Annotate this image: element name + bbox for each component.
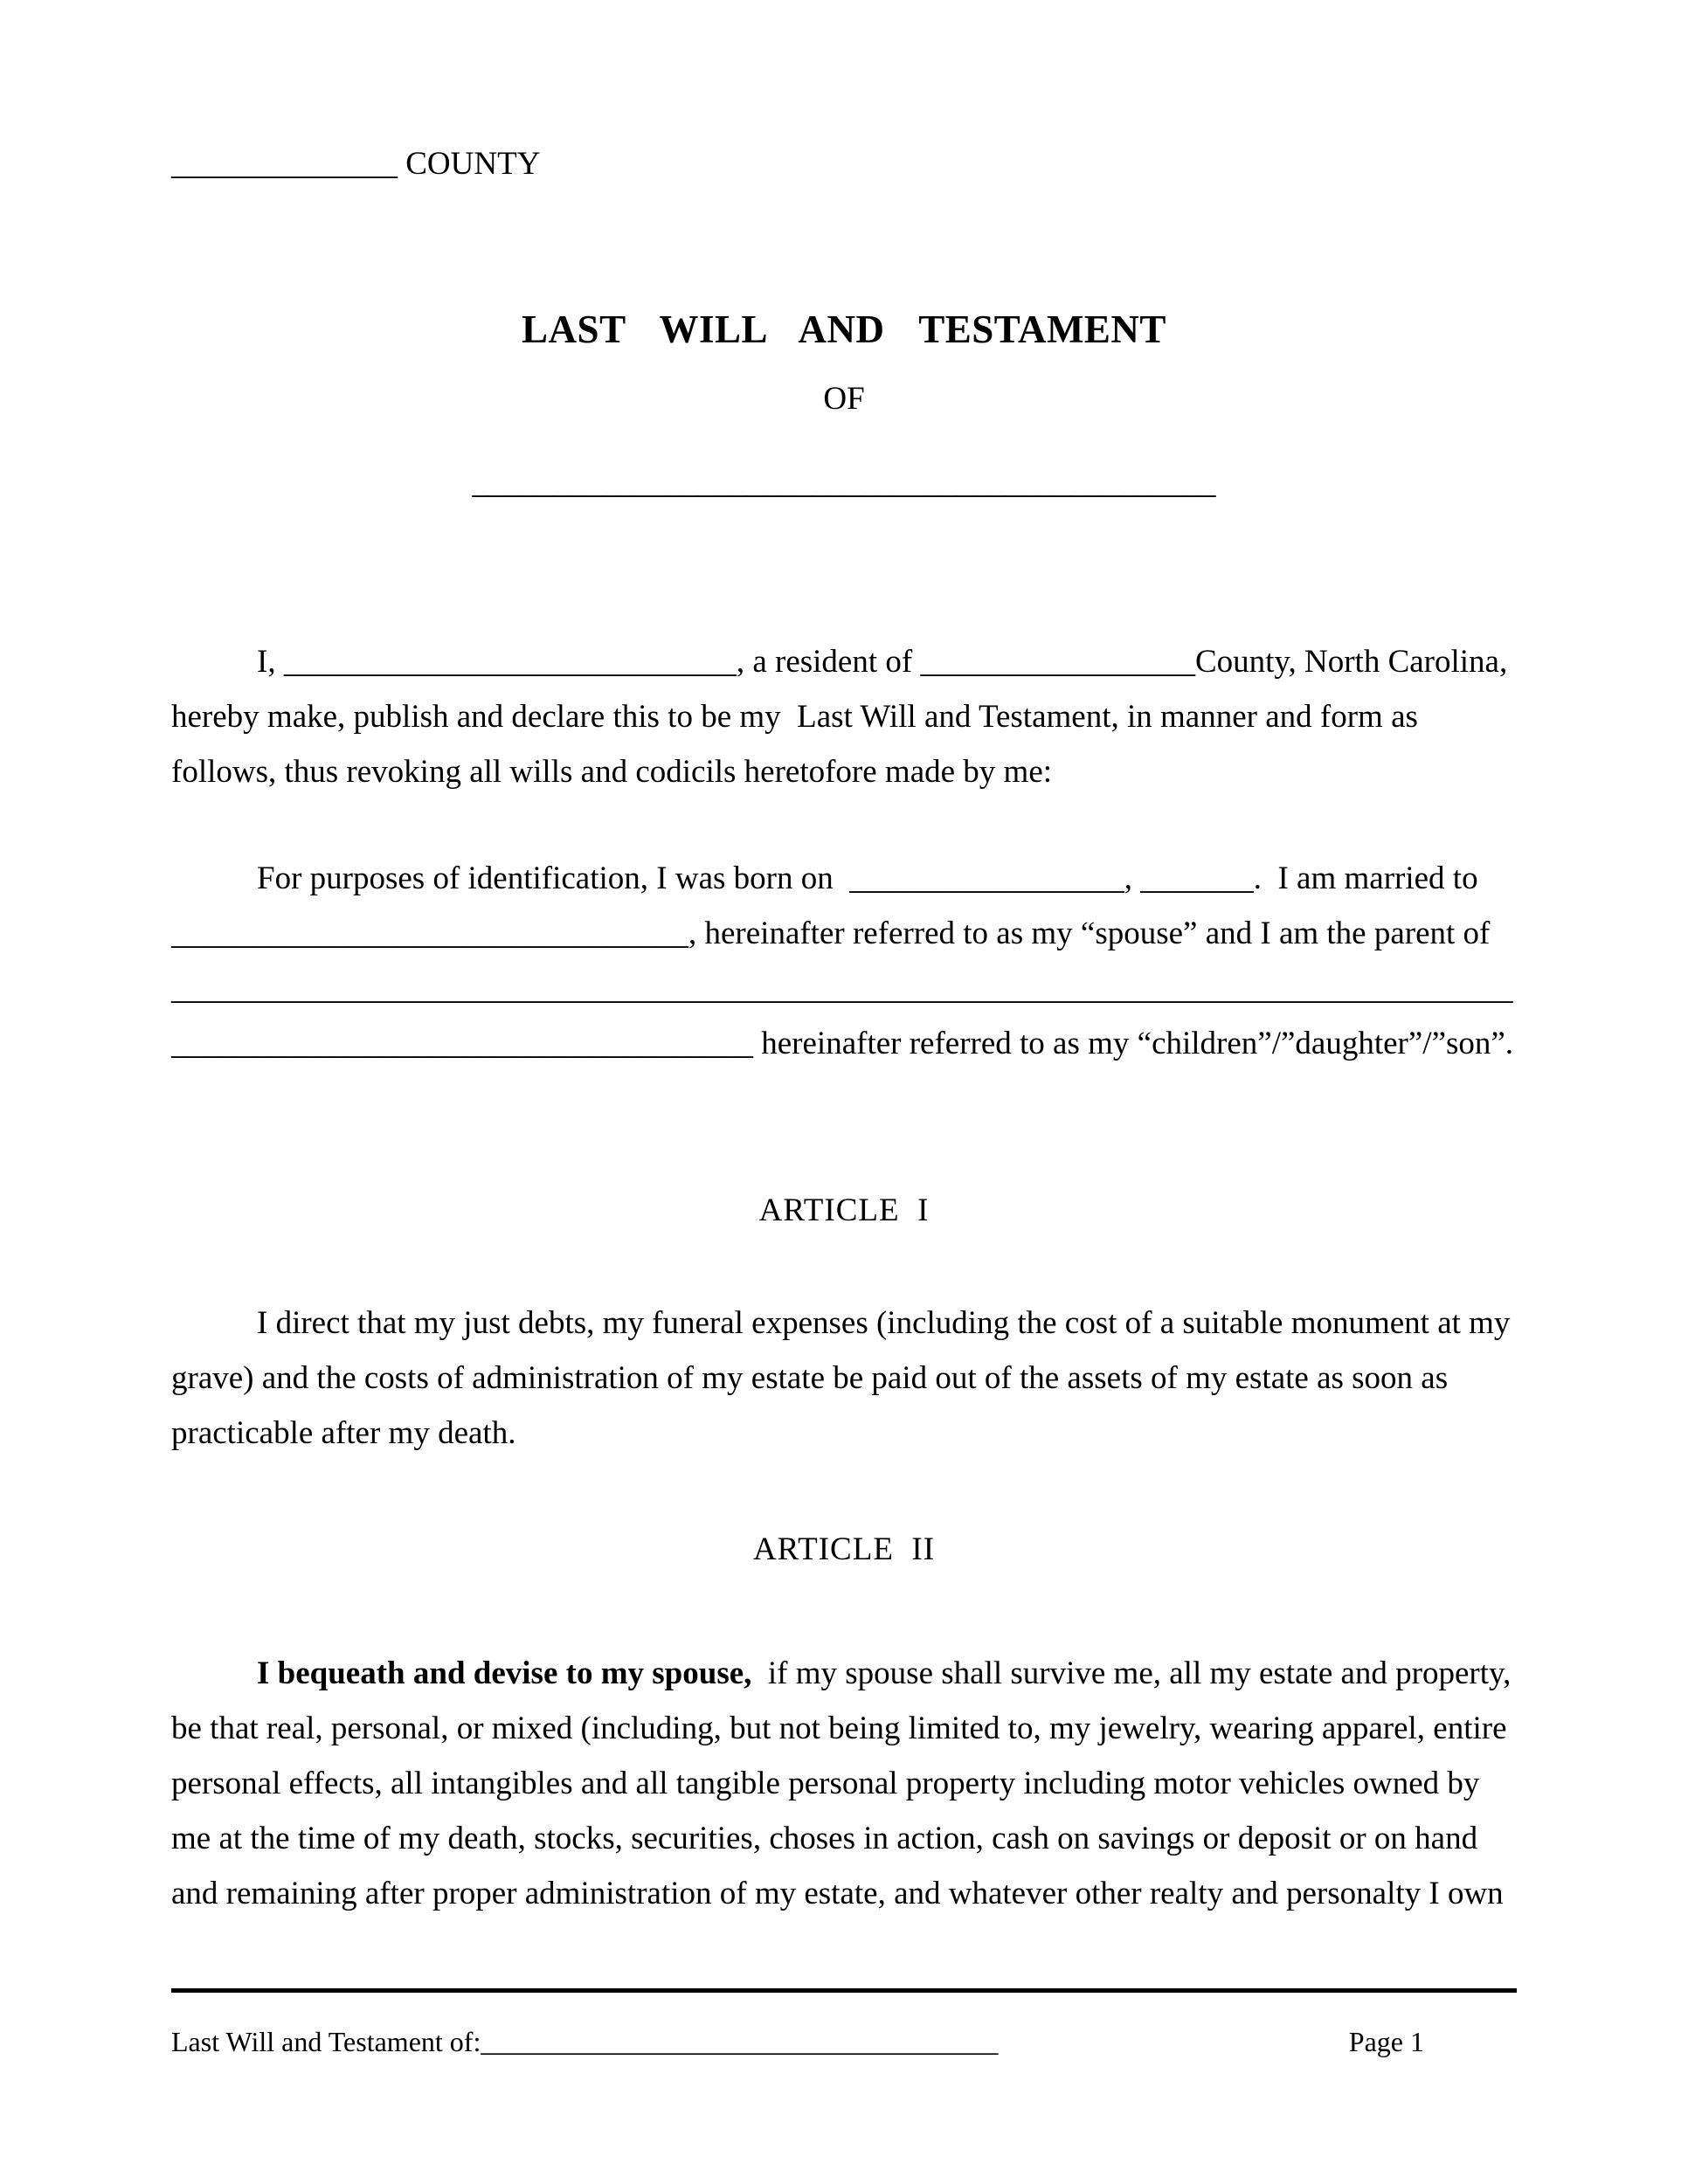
paragraph: [171, 1646, 1517, 1921]
footer-label: Last Will and Testament of:: [171, 2026, 481, 2057]
document-title: LAST WILL AND TESTAMENT: [522, 308, 1166, 351]
text-line: grave) and the costs of administration of my estate be paid out of the assets of my estate as soon as: [171, 1360, 1449, 1396]
county-blank: ______________: [171, 146, 398, 182]
text-line: practicable after my death.: [171, 1415, 516, 1451]
text-line: and remaining after proper administration of my estate, and whatever other realty and personalty I own: [171, 1876, 1504, 1911]
text-line: I direct that my just debts, my funeral expenses (including the cost of a suitable monument at my: [257, 1305, 1511, 1341]
page-number: Page 1: [1348, 2026, 1424, 2057]
footer-rule: [171, 1988, 1517, 1993]
text-line: personal effects, all intangibles and all tangible personal property including motor vehicles owned by: [171, 1766, 1480, 1801]
text-line: follows, thus revoking all wills and codicils heretofore made by me:: [171, 754, 1053, 790]
article-heading: ARTICLE II: [752, 1531, 936, 1567]
text-line: be that real, personal, or mixed (including, but not being limited to, my jewelry, wearing apparel, entire: [171, 1711, 1507, 1746]
text-line: ____________________________________ hereinafter referred to as my “children”/”daughter”/”son”.: [171, 1026, 1514, 1061]
paragraph: [171, 851, 1517, 1071]
text-line: I bequeath and devise to my spouse, if my spouse shall survive me, all my estate and property,: [257, 1655, 1512, 1691]
page-footer: [171, 2024, 1517, 2059]
text-line: I, ____________________________, a resident of _________________County, North Carolina,: [257, 644, 1508, 680]
paragraph: [171, 634, 1517, 799]
text-line: ___________________________________________________________________________________: [171, 971, 1513, 1006]
text-line: me at the time of my death, stocks, securities, choses in action, cash on savings or deposit or on hand: [171, 1821, 1478, 1856]
text-line: hereby make, publish and declare this to be my Last Will and Testament, in manner and form as: [171, 699, 1418, 735]
article-heading: ARTICLE I: [758, 1192, 930, 1228]
county-line: [171, 136, 1517, 191]
document-body: [171, 634, 1517, 1921]
paragraph: [171, 1296, 1517, 1461]
county-label: COUNTY: [398, 146, 541, 182]
footer-caption: [171, 2024, 998, 2059]
testator-name-blank: ______________________________________________: [472, 465, 1216, 501]
of-label: OF: [823, 381, 865, 417]
footer-name-blank: _____________________________________: [481, 2026, 999, 2057]
text-line: For purposes of identification, I was born on _________________, _______. I am married to: [257, 860, 1478, 896]
text-line: ________________________________, hereinafter referred to as my “spouse” and I am the parent of: [171, 916, 1491, 951]
